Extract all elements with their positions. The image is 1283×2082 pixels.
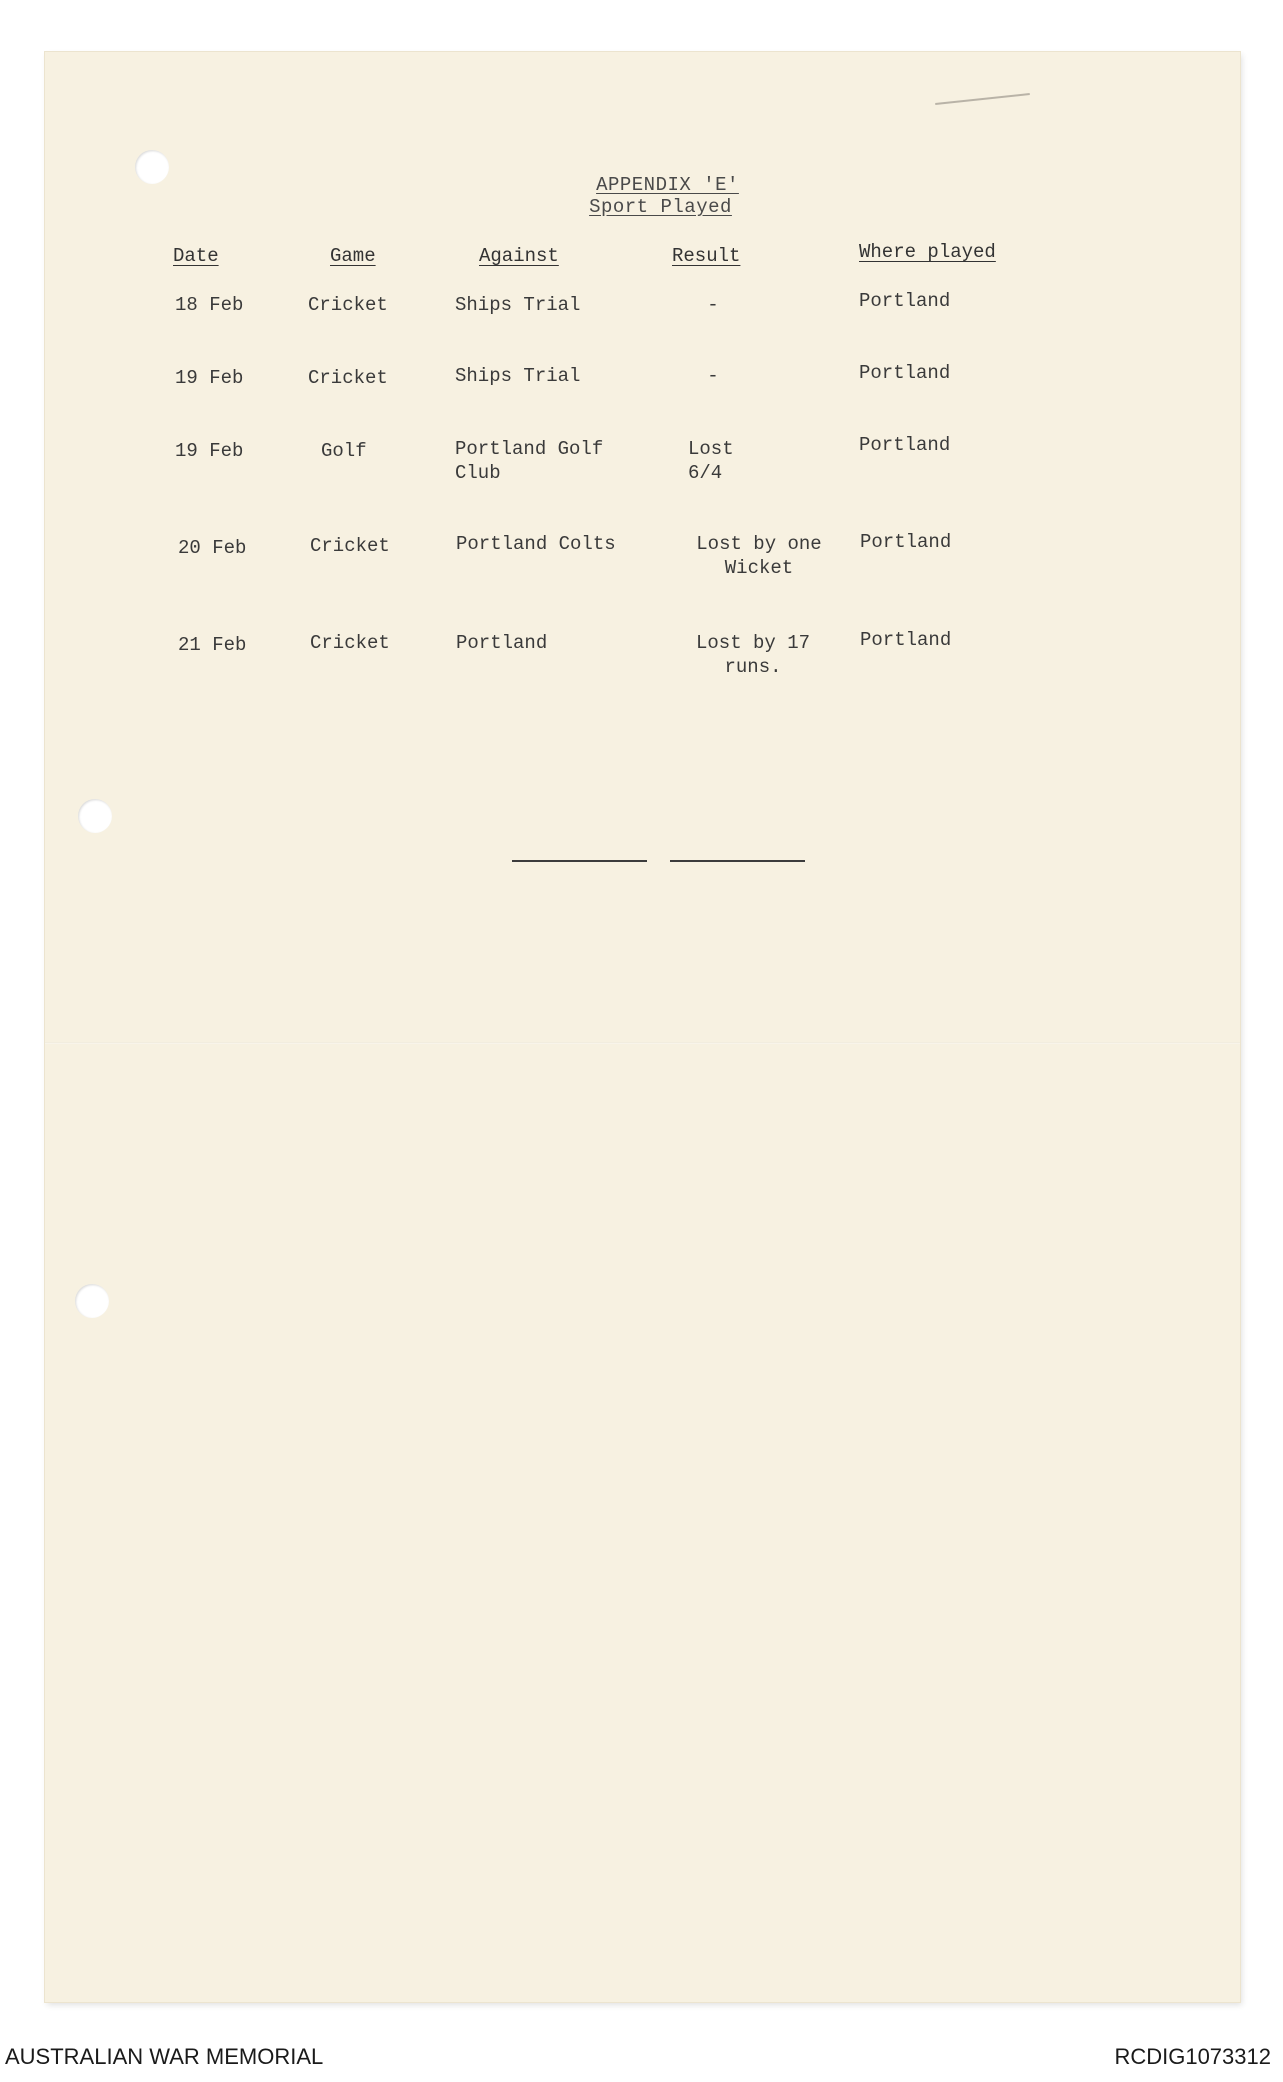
column-header-date: Date (173, 245, 219, 267)
table-cell-date: 18 Feb (175, 294, 244, 316)
footer-archive-name: AUSTRALIAN WAR MEMORIAL (5, 2044, 324, 2069)
table-cell-result: - (707, 365, 719, 387)
appendix-title-text: APPENDIX 'E' (596, 174, 739, 196)
table-cell-against: Portland (456, 632, 548, 654)
table-cell-game: Cricket (310, 632, 390, 654)
table-cell-against: Portland Colts (456, 533, 616, 555)
table-cell-where: Portland (860, 531, 952, 553)
table-cell-against: Portland Golf Club (455, 438, 604, 484)
fold-line (45, 1042, 1240, 1044)
table-cell-date: 21 Feb (178, 634, 247, 656)
column-header-game: Game (330, 245, 376, 267)
document-subtitle-text: Sport Played (589, 196, 732, 218)
table-cell-result: Lost by 17 runs. (695, 632, 811, 678)
table-cell-where: Portland (860, 629, 952, 651)
table-cell-result: Lost by one Wicket (696, 533, 822, 579)
appendix-title (70, 174, 1265, 196)
table-cell-game: Cricket (310, 535, 390, 557)
table-cell-game: Cricket (308, 367, 388, 389)
table-cell-result: Lost 6/4 (688, 438, 734, 484)
table-cell-where: Portland (859, 362, 951, 384)
table-cell-date: 19 Feb (175, 440, 244, 462)
table-cell-date: 20 Feb (178, 537, 247, 559)
end-rule-left (512, 860, 647, 862)
table-cell-game: Cricket (308, 294, 388, 316)
punch-hole (78, 799, 112, 833)
table-cell-against: Ships Trial (455, 365, 581, 387)
footer-record-id: RCDIG1073312 (1114, 2044, 1271, 2069)
pencil-mark (935, 93, 1030, 105)
table-cell-where: Portland (859, 290, 951, 312)
end-rule-right (670, 860, 805, 862)
table-cell-against: Ships Trial (455, 294, 581, 316)
column-header-result: Result (672, 245, 741, 267)
punch-hole (75, 1284, 109, 1318)
document-page (45, 52, 1240, 2002)
table-cell-result: - (707, 294, 719, 316)
column-header-against: Against (479, 245, 559, 267)
table-cell-date: 19 Feb (175, 367, 244, 389)
column-header-where-played: Where played (859, 241, 996, 263)
document-subtitle (63, 196, 1258, 218)
table-cell-game: Golf (321, 440, 367, 462)
table-cell-where: Portland (859, 434, 951, 456)
